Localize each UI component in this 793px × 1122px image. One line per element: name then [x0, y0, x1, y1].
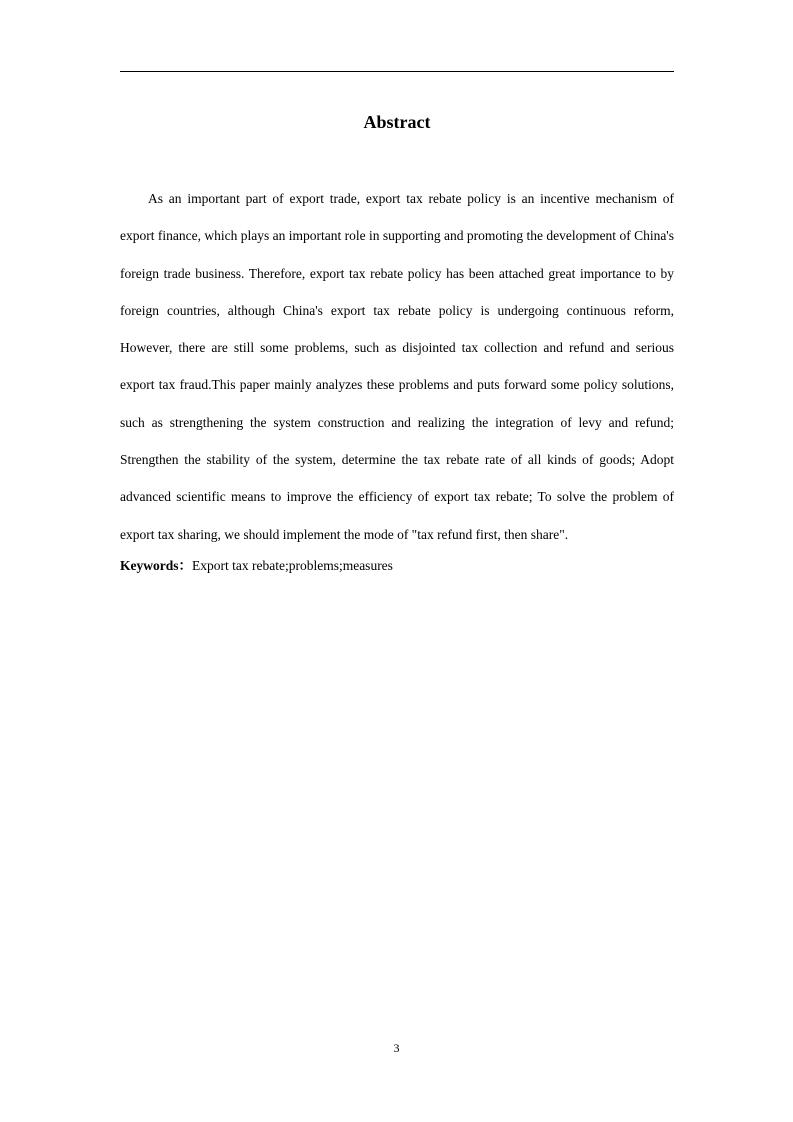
keywords-line — [120, 556, 674, 576]
abstract-body: As an important part of export trade, export tax rebate policy is an incentive mechanism of export finance, which plays an important role in supporting and promoting the development of China's foreign trade business. Therefore, export tax rebate policy has been attached great importance to by foreign countries, although China's export tax rebate policy is undergoing continuous reform, However, there are still some problems, such as disjointed tax collection and refund and serious export tax fraud.This paper mainly analyzes these problems and puts forward some policy solutions, such as strengthening the system construction and realizing the integration of levy and refund; Strengthen the stability of the system, determine the tax rebate rate of all kinds of goods; Adopt advanced scientific means to improve the efficiency of export tax rebate; To solve the problem of export tax sharing, we should implement the mode of "tax refund first, then share". — [120, 191, 674, 542]
keywords-value: Export tax rebate;problems;measures — [192, 558, 393, 573]
header-rule — [120, 71, 674, 72]
page-title: Abstract — [363, 112, 431, 132]
page-number: 3 — [393, 1041, 400, 1055]
keywords-label: Keywords： — [120, 558, 192, 573]
